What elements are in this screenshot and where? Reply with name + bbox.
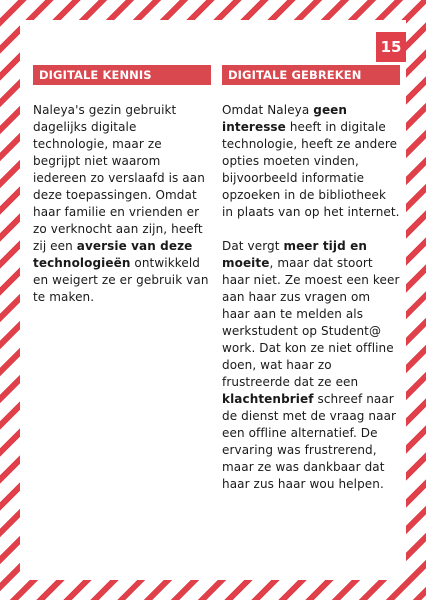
paragraph (222, 102, 400, 221)
body-text: heeft in digitale technologie, heeft ze andere opties moeten vinden, bijvoorbeeld informatie opzoeken in de bibliotheek in plaats van op het internet. (222, 120, 400, 219)
column-body (222, 102, 400, 493)
body-text: Naleya's gezin gebruikt dagelijks digitale technologie, maar ze begrijpt niet waarom iedereen zo verslaafd is aan deze toepassingen. Omdat haar familie en vrienden er zo verknocht aan zijn, heeft zij een (33, 103, 205, 253)
paragraph (222, 238, 400, 493)
column-digitale-kennis (33, 65, 211, 323)
emphasis-text: geen interesse (222, 103, 348, 134)
column-header: DIGITALE KENNIS (33, 65, 211, 85)
emphasis-text: klachtenbrief (222, 392, 314, 406)
paragraph (33, 102, 211, 306)
body-text: ontwikkeld en weigert ze er gebruik van te maken. (33, 256, 209, 304)
emphasis-text: meer tijd en moeite (222, 239, 367, 270)
body-text: , maar dat stoort haar niet. Ze moest een keer aan haar zus vragen om haar aan te melden als werkstudent op Student@ work. Dat kon ze niet offline doen, wat haar zo frustreerde dat ze een (222, 256, 400, 389)
body-text: Omdat Naleya (222, 103, 314, 117)
page-number-badge: 15 (376, 32, 406, 62)
page-panel (20, 20, 406, 580)
column-header: DIGITALE GEBREKEN (222, 65, 400, 85)
body-text: schreef naar de dienst met de vraag naar een offline alternatief. De ervaring was frustrerend, maar ze was dankbaar dat haar zus haar wou helpen. (222, 392, 397, 491)
emphasis-text: aversie van deze technologieën (33, 239, 193, 270)
column-digitale-gebreken (222, 65, 400, 510)
column-body (33, 102, 211, 306)
body-text: Dat vergt (222, 239, 284, 253)
